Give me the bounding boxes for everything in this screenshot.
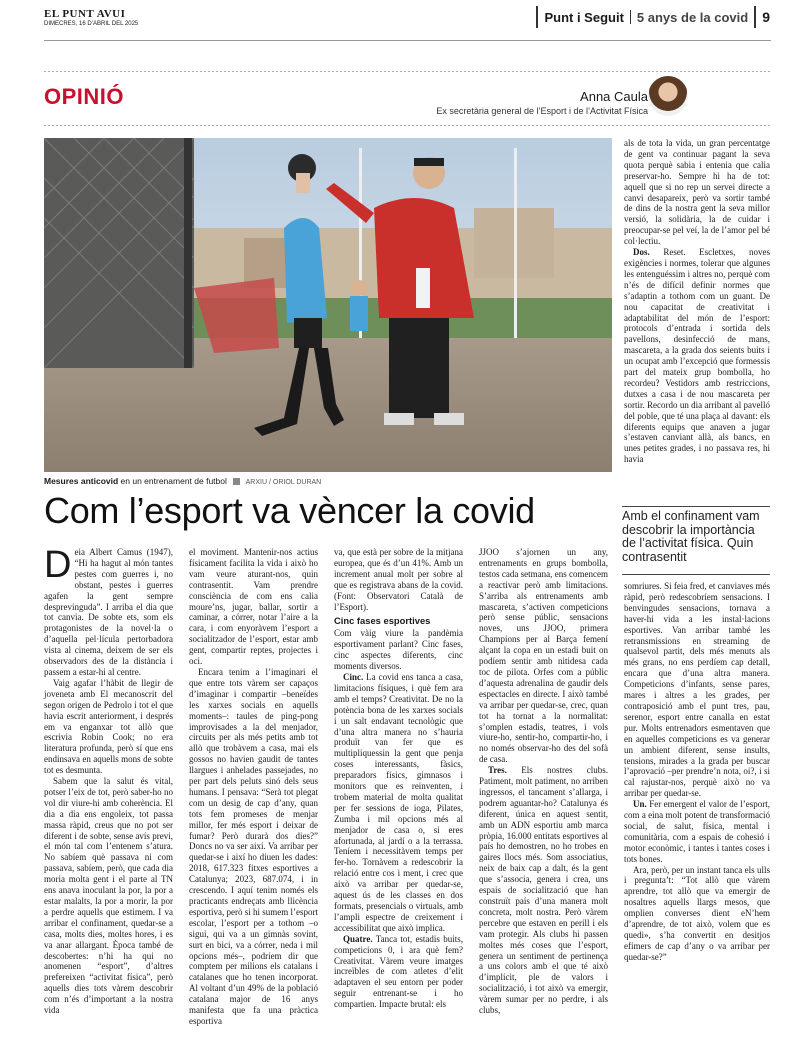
article-column-4 — [479, 547, 608, 1016]
paragraph-text: va, que està per sobre de la mitjana europea, que és d’un 41%. Amb un increment anual molt per sobre al que es registrava abans de la covid. (Font: Observatori Català de l’Esport). — [334, 547, 463, 612]
paragraph-lead: Tres. — [488, 765, 507, 776]
paragraph — [334, 628, 463, 672]
paragraph — [624, 138, 770, 247]
paragraph-text: Encara tenim a l’imaginari el que entre tots vàrem ser capaços d’imaginar i compartir –beneïdes les xarxes socials en aquells moments–: taules de ping-pong improvisades a la del menjador, circuits per als més petits amb tot allò que trobàvem a casa, mai els gossos no havien gaudit de tantes llargues i anhelades passejades, no per part dels peluts sinó dels seus humans. I pensava: “Serà tot plegat com un desig de cap d’any, quan tots fem promeses de menjar millor, fer més esport i deixar de fumar? Però durarà dos dies?” Doncs no va ser així. Va arribar per quedar-se i així ho diuen les dades: 2018, 617.323 fitxes esportives a Catalunya; 2023, 687.074, i in crescendo. I aquí tenim només els practicants endreçats amb llicència esportiva, però si hi sumem l’esport escolar, l’esport per a tothom –o sigui, qui va a un gimnàs sovint, surt en bici, va a córrer, neda i mil opcions més–, podríem dir que comptem per milions els catalans i catalanes que ho tenen incorporat. Al voltant d’un 49% de la població catalana major de 16 anys manifesta que fa una pràctica esportiva — [189, 666, 318, 1026]
paragraph — [334, 672, 463, 934]
article-headline: Com l’esport va vèncer la covid — [44, 490, 535, 531]
paragraph — [479, 547, 608, 765]
paragraph — [44, 544, 173, 678]
paragraph-text: La covid ens tanca a casa, limitacions físiques, i què fem ara amb el temps? Creativitat. De no la potència bona de les xarxes socials i un salt endavant tecnològic que d’una altra manera no s’hauria produït van fer que es multipliquessin la gent que penja coses interessants, fàsics, preparadors físics, gimnasos i monitors que es reinventen, i trobem material de molta qualitat per fer sessions de ioga, Pilates, Zumba i mil opcions més al menjador de casa o, si eres afortunada, al jardí o a la terrassa. Teníem i necessitàvem temps per fer-ho. Tornàvem a redescobrir la relació entre cos i ment, i crec que això va arribar per quedar-se, aquest ús de les classes en dos formats, presencials o virtuals, amb l’ampli espectre de creixement i accessibilitat que això implica. — [334, 671, 463, 933]
paragraph-text: Sabem que la salut és vital, potser l’eix de tot, però saber-ho no vol dir viure-hi amb coherència. El dia a dia ens engoleix, tot passa massa ràpid, creus que no pot ser diferent i de sobte, sense avís previ, el món tal com l’entenem s’atura. No sabíem què passava ni com passava, sabíem, però, que cada dia moria molta gent i el parte al TN ens anava inoculant la por, la por a estar malalts, la por a morir, la por a perdre aquells que estimem. I va arribar el confinament, quedar-se a casa, molts dies, moltes hores, i es va anar allargant. Època també de descobertes: n’hi ha qui no anomenen “esport”, d’altres prefereixen “activitat física”, però aquells dies tots vàrem descobrir com n’és d’important a la nostra vida — [44, 776, 173, 1016]
author-avatar — [648, 76, 688, 116]
paragraph — [334, 934, 463, 1010]
paragraph-text: Els nostres clubs. Patiment, molt patiment, no arriben ingressos, el tancament s’allarga, i podrem aguantar-ho? Catalunya és diferent, única en aquest sentit, amb un ADN esportiu amb marca pròpia, 16.000 entitats esportives al país ho demostren, no ho trobes en gaires llocs més. Som associatius, neix de baix cap a dalt, és la gent que s’associa, genera i crea, uns espais de socialització que han construït país d’una manera molt concreta, molt nostra. Però vàrem percebre que estaven en perill i els vam protegir. Als clubs hi passen moltes més coses que l’esport, genera un sentiment de pertinença a uns colors amb el que té això d’implícit, ple de valors i socialització, i tot això va emergir, vàrem sumar per no perdre, i als clubs, — [479, 765, 608, 1016]
paragraph-text: Tanca tot, estadis buits, competicions 0, i ara què fem? Creativitat. Vàrem veure imatges increïbles de com atletes d’elit adaptaven el seu entorn per poder seguir entrenant-se i ho compartien. Impacte brutal: els — [334, 933, 463, 1010]
caption-square-icon — [233, 478, 240, 485]
article-column-3 — [334, 547, 463, 1010]
section-divider — [754, 6, 756, 28]
paragraph — [624, 581, 770, 799]
article-column-1 — [44, 544, 173, 1016]
paragraph-text: Fer emergent el valor de l’esport, com a eina molt potent de transformació social, de salut, física, mental i comunitària, com a espais de cohesió i motor econòmic, i tantes i tantes coses i tots bones. — [624, 799, 770, 864]
paragraph-text: JJOO s’ajornen un any, entrenaments en grups bombolla, testos cada setmana, ens comencem a reactivar però amb limitacions. S’arriba als entrenaments amb mascareta, s’activen competicions però sense públic, sensacions noves, uns JJOO, primera Champions per al Barça femení alçant la copa en un estadi buit on podíem sentir amb nitidesa cada toc de pilota. Orfes com a públic d’aquesta adrenalina de gaudir dels espectacles en directe. I això també va arribar per quedar-se, crec, quan tot ha tornat a la normalitat: s’omplen estadis, teatres, i vols viure-ho, sentir-ho, compartir-ho, i no només observar-ho des del sofà de casa. — [479, 547, 608, 765]
issue-date: DIMECRES, 16 D’ABRIL DEL 2025 — [44, 21, 139, 27]
paragraph — [624, 247, 770, 465]
dotted-rule — [44, 71, 771, 72]
paragraph-lead: Quatre. — [343, 933, 373, 944]
photo-caption — [44, 476, 321, 486]
pullquote-rule — [622, 574, 770, 575]
paragraph — [44, 776, 173, 1016]
header-rule — [44, 40, 771, 41]
drop-cap: D — [44, 544, 72, 586]
article-column-5-top — [624, 138, 770, 465]
paragraph-lead: Dos. — [633, 247, 650, 258]
paragraph — [624, 865, 770, 963]
paragraph-text: el moviment. Mantenir-nos actius físicament facilita la vida i això ho vam veure aturant-nos, quin contrasentit. Vam prendre consciència de com ens calia moure’ns, jugar, ballar, sortir a caminar, a córrer, notar l’aire a la cara, i com enyoràvem l’esport a socialitzador de l’esport, estar amb gent, compartir reptes, projectes i oci. — [189, 547, 318, 667]
pullquote-rule — [622, 506, 770, 507]
photo-illustration — [44, 138, 612, 472]
paragraph-lead: Un. — [633, 799, 647, 810]
paragraph — [44, 678, 173, 776]
newspaper-logo: EL PUNT AVUI — [44, 8, 126, 20]
photo-credit: ARXIU / ORIOL DURAN — [245, 479, 322, 486]
section-divider — [536, 6, 538, 28]
paragraph-lead: Cinc. — [343, 671, 364, 682]
paragraph — [189, 547, 318, 667]
page-number: 9 — [762, 9, 770, 25]
author-role: Ex secretària general de l’Esport i de l’Activitat Física — [436, 106, 648, 116]
subheading: Cinc fases esportives — [334, 615, 431, 627]
dotted-rule — [44, 125, 771, 126]
paragraph-text: somriures. Si feia fred, et canviaves més ràpid, però redescobríem sensacions. I benvingudes sensacions, tornava a haver-hi vida a les instal·lacions esportives. Van arribar també les retransmissions en streaming de qualsevol partit, dels més menuts als més grans, no ens perdíem cap detall, encara que d’una altra manera. Competicions d’infants, sense pares, mares i altres a les grades, per contraposició amb el punt tres, pau, serenor, esport entre canalla en estat pur. Molts entrenadors esmentaven que en aquelles competicions es va generar un ambient diferent, sense insults, tensions, mirades a la grada per buscar l’aprovació –per prendre’n nota, oi?, i si cal rajustar-nos, perquè això no va arribar per quedar-se. — [624, 581, 770, 799]
opinion-label: OPINIÓ — [44, 84, 125, 109]
paragraph-text: Ara, però, per un instant tanca els ulls i pregunta’t: “Tot allò que vàrem aprendre, tot allò que va emergir de nosaltres aquells llargs mesos, que omplien converses dient eN’hem d’aprendre, de tot això, volem que es quedi», s’ha convertit en desitjos efímers de cap d’any o va arribar per quedar-se?” — [624, 864, 770, 962]
article-column-5-bottom — [624, 581, 770, 963]
section-header — [530, 6, 770, 28]
paragraph — [189, 667, 318, 1027]
author-name: Anna Caula — [580, 89, 648, 104]
caption-text: en un entrenament de futbol — [120, 476, 227, 486]
paragraph — [624, 799, 770, 864]
pullquote: Amb el confinament vam descobrir la importància de l’activitat física. Quin contrasentit — [622, 509, 760, 564]
article-column-2 — [189, 547, 318, 1027]
paragraph-text: Reset. Escletxes, noves exigències i normes, tolerar que algunes les entenguéssim i altres no, perquè com n’és de difícil definir normes que s’adaptin a tothom com un guant. De nou capacitat de creativitat i adaptabilitat del món de l’esport: protocols d’entrada i sortida dels pavellons, desinfecció de mans, mascareta, a la grada dos seients buits i un ocupat amb l’excepció que formessis part del mateix grup bombolla, ho recordeu? Vestidors amb restriccions, dutxes a casa i de nou mascareta per sortir. Recordo un dia arribant al pavelló del poble, que té una plaça al davant: els diferents equips que anaven a jugar s’estaven canviant allà, als bancs, en unes petites grades, i no passava res, hi havia — [624, 247, 770, 465]
paragraph-text: Vaig agafar l’hàbit de llegir de joveneta amb El mecanoscrit del segon origen de Pedrolo i tot el que havia escrit anteriorment, i després em va enganxar tot allò que escrivia Robin Cook; no era literatura profunda, però sí que ens endinsava en aquells mons de sobte tot es desmunta. — [44, 677, 173, 776]
section-name: Punt i Seguit — [544, 9, 624, 25]
author-block — [436, 89, 648, 116]
caption-title: Mesures anticovid — [44, 476, 119, 486]
paragraph — [479, 765, 608, 1016]
paragraph-text: Com vàig viure la pandèmia esportivament parlant? Cinc fases, cinc aspectes diferents, cinc moments diversos. — [334, 628, 463, 672]
article-photo — [44, 138, 612, 472]
paragraph-text: als de tota la vida, un gran percentatge de gent va continuar pagant la seva quota perquè sabia i entenia que calia preservar-ho. Sempre hi ha de tot: aquell que si no rep un servei directe a canvi desapareix, però va sortir també de dins de la nostra gent la seva millor versió, la solidària, la de cuidar i preocupar-se pel veí, la de l’amor pel bé col·lectiu. — [624, 138, 770, 247]
section-subtitle: 5 anys de la covid — [636, 9, 749, 25]
paragraph — [334, 547, 463, 612]
section-divider — [630, 10, 631, 24]
paragraph-text: eia Albert Camus (1947), “Hi ha hagut al món tantes pestes com guerres i, no obstant, pestes i guerres agafen la gent sempre desprevinguda”. I arriba el dia que tot canvia. De sobte ets, som els protagonistes de la novel·la o d’aquella pel·lícula pertorbadora vista al cinema, deixem de ser els observadors des de la distància i passem a estar-hi al centre. — [44, 547, 173, 677]
